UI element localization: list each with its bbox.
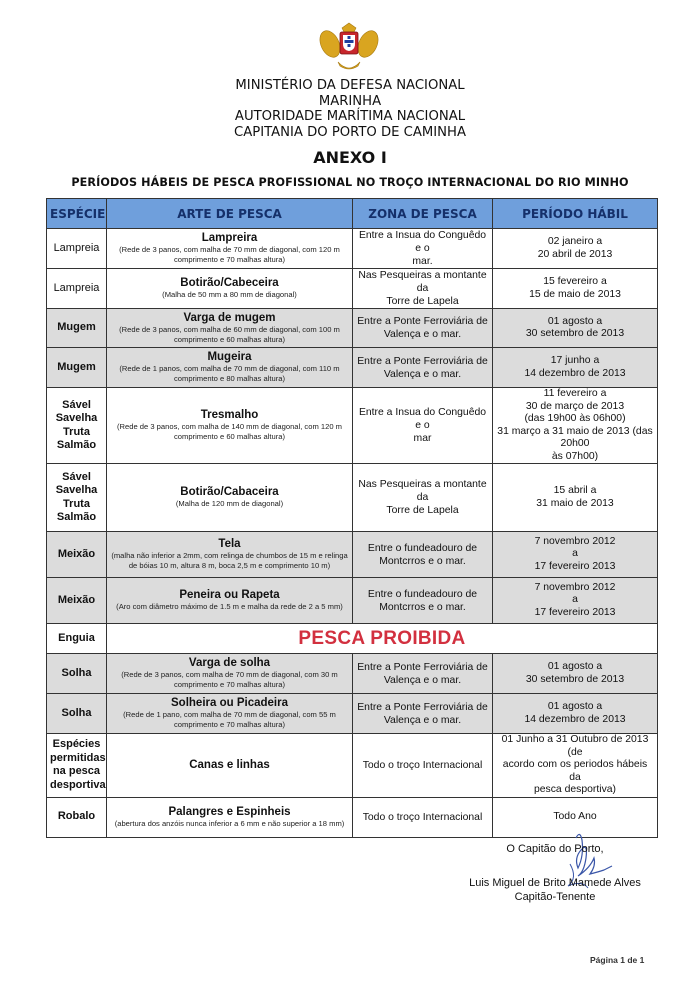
table-header-row [47, 199, 658, 229]
valid-period-line: 14 dezembro de 2013 [524, 713, 626, 725]
species-name: Sável [62, 470, 91, 483]
fishing-zone-cell [353, 309, 493, 348]
valid-period-cell [493, 578, 658, 624]
table-row [47, 532, 658, 578]
fishing-zone-line: Entre a Insua do Conguêdo e o [358, 407, 487, 431]
valid-period-line: pesca desportiva) [533, 784, 616, 795]
valid-period-cell [493, 694, 658, 734]
fishing-gear-name: Lampreira [201, 232, 258, 244]
fishing-gear-name: Botirão/Cabeceira [180, 277, 279, 289]
table-row [47, 734, 658, 798]
table-row [47, 269, 658, 309]
fishing-gear-name: Canas e linhas [189, 758, 270, 771]
species-cell [47, 348, 107, 388]
species-cell [47, 309, 107, 348]
fishing-zone-cell [353, 532, 493, 578]
page-number: Página 1 de 1 [590, 955, 645, 965]
fishing-gear-description: (Rede de 3 panos, com malha de 70 mm de diagonal, com 30 m comprimento e 70 malhas altura) [121, 670, 338, 689]
species-cell [47, 654, 107, 694]
valid-period-cell [493, 654, 658, 694]
fishing-gear-description: (abertura dos anzóis nunca inferior a 6 mm e não superior a 18 mm) [114, 818, 345, 828]
table-row [47, 348, 658, 388]
fishing-gear-description: (Rede de 3 panos, com malha de 140 mm de diagonal, com 120 m comprimento e 60 malhas altura) [117, 422, 342, 441]
valid-period-line: 01 agosto a [547, 701, 603, 712]
fishing-gear-description: (Aro com diâmetro máximo de 1.5 m e malha da rede de 2 a 5 mm) [116, 602, 343, 611]
species-name: Sável [62, 398, 91, 411]
valid-period-line: 01 Junho a 31 Outubro de 2013 (de [501, 734, 649, 758]
fishing-zone-line: Valença e o mar. [383, 674, 462, 686]
species-name: Meixão [57, 547, 96, 560]
navy-line: MARINHA [318, 93, 382, 109]
valid-period-line: 14 dezembro de 2013 [524, 367, 626, 379]
fishing-gear-description: (Rede de 3 panos, com malha de 70 mm de diagonal, com 120 m comprimento e 70 malhas altura) [119, 245, 340, 264]
fishing-zone-line: Entre a Ponte Ferroviária de [357, 701, 488, 713]
fishing-prohibited-notice: PESCA PROIBIDA [107, 624, 658, 654]
species-name: permitidas [50, 751, 106, 764]
valid-period-line: 15 fevereiro a [543, 276, 607, 287]
maritime-authority-line: AUTORIDADE MARÍTIMA NACIONAL [234, 109, 466, 124]
valid-period-cell [493, 388, 658, 464]
table-row [47, 229, 658, 269]
column-header-fishing-gear: ARTE DE PESCA [107, 199, 353, 229]
fishing-gear-name: Peneira ou Rapeta [179, 589, 280, 601]
species-cell [47, 269, 107, 309]
fishing-zone-line: Montcrros e o mar. [379, 555, 466, 567]
species-cell [47, 532, 107, 578]
valid-period-line: 17 fevereiro 2013 [534, 606, 616, 618]
fishing-gear-name: Mugeira [207, 351, 252, 363]
signatory-rank: Capitão-Tenente [514, 891, 596, 903]
species-name: Enguia [58, 631, 95, 644]
table-row [47, 624, 658, 654]
column-header-fishing-zone: ZONA DE PESCA [353, 199, 493, 229]
fishing-gear-description: (malha não inferior a 2mm, com relinga de chumbos de 15 m e relinga de bóias 10 m, altura 8 m, boca 2,5 m e comprimento 10 m) [111, 551, 348, 570]
valid-period-line: 7 novembro 2012 [534, 535, 616, 547]
fishing-zone-cell [353, 269, 493, 309]
fishing-zone-line: Entre a Ponte Ferroviária de [357, 661, 488, 673]
fishing-zone-line: Valença e o mar. [383, 368, 462, 380]
valid-period-cell [493, 532, 658, 578]
table-row [47, 654, 658, 694]
fishing-gear-name: Botirão/Cabaceira [180, 486, 279, 498]
valid-period-line: 15 de maio de 2013 [529, 288, 621, 300]
species-name: Savelha [55, 484, 98, 496]
valid-period-line: 30 setembro de 2013 [525, 328, 625, 339]
species-cell [47, 388, 107, 464]
valid-period-line: Todo Ano [553, 810, 597, 822]
signatory-name: Luis Miguel de Brito Mamede Alves [469, 877, 641, 889]
valid-period-line: (das 19h00 às 06h00) [524, 413, 626, 424]
valid-period-line: 01 agosto a [547, 661, 603, 672]
species-name: Salmão [56, 439, 97, 451]
column-header-species: ESPÉCIE [47, 199, 107, 229]
species-name: Solha [61, 666, 92, 679]
signature-block [440, 842, 670, 904]
fishing-zone-line: Entre o fundeadouro de [367, 542, 478, 554]
fishing-gear-name: Palangres e Espinheis [168, 805, 291, 818]
fishing-gear-cell [107, 309, 353, 348]
fishing-zone-cell [353, 694, 493, 734]
fishing-zone-line: Entre a Insua do Conguêdo e o [358, 230, 487, 254]
valid-period-line: 31 maio de 2013 [536, 497, 614, 509]
fishing-gear-cell [107, 388, 353, 464]
species-name: Lampreia [53, 281, 100, 294]
valid-period-line: acordo com os periodos hábeis da [502, 759, 648, 783]
valid-period-line: 30 de março de 2013 [525, 400, 625, 412]
fishing-gear-cell [107, 654, 353, 694]
valid-period-line: 01 agosto a [547, 315, 603, 327]
fishing-zone-cell [353, 348, 493, 388]
fishing-gear-name: Varga de mugem [183, 311, 276, 324]
fishing-gear-description: (Rede de 3 panos, com malha de 60 mm de diagonal, com 100 m comprimento e 60 malhas altura) [119, 324, 340, 344]
table-row [47, 694, 658, 734]
species-name: Lampreia [53, 241, 100, 254]
fishing-zone-line: Entre a Ponte Ferroviária de [357, 316, 488, 327]
fishing-gear-cell [107, 578, 353, 624]
port-captaincy-line: CAPITANIA DO PORTO DE CAMINHA [234, 124, 466, 140]
table-row [47, 388, 658, 464]
species-name: Savelha [55, 412, 98, 424]
table-body [47, 229, 658, 838]
fishing-zone-cell [353, 464, 493, 532]
fishing-periods-table [46, 198, 658, 838]
species-cell [47, 464, 107, 532]
column-header-valid-period: PERÍODO HÁBIL [493, 199, 658, 229]
fishing-gear-description: (Malha de 50 mm a 80 mm de diagonal) [162, 290, 297, 299]
table-row [47, 309, 658, 348]
fishing-gear-name: Tresmalho [200, 409, 259, 421]
fishing-zone-line: Valença e o mar. [383, 329, 462, 340]
species-cell [47, 229, 107, 269]
coat-of-arms-icon [318, 22, 380, 74]
fishing-gear-description: (Rede de 1 panos, com malha de 70 mm de diagonal, com 110 m comprimento e 80 malhas altura) [119, 364, 340, 383]
fishing-zone-line: Torre de Lapela [386, 505, 459, 516]
species-cell [47, 624, 107, 654]
species-name: Espécies [52, 738, 101, 751]
table-row [47, 578, 658, 624]
fishing-zone-line: Todo o troço Internacional [362, 759, 483, 771]
valid-period-line: 17 junho a [550, 355, 600, 366]
valid-period-line: a [572, 594, 578, 606]
valid-period-cell [493, 348, 658, 388]
species-name: Truta [63, 425, 90, 438]
fishing-zone-line: Valença e o mar. [383, 714, 462, 726]
table-row [47, 464, 658, 532]
institution-header [0, 78, 700, 140]
valid-period-line: 02 janeiro a [547, 236, 603, 247]
fishing-zone-line: Torre de Lapela [386, 296, 459, 307]
annex-title: ANEXO I [313, 148, 387, 167]
species-name: na pesca [52, 765, 101, 778]
ministry-line: MINISTÉRIO DA DEFESA NACIONAL [235, 78, 465, 93]
species-name: Mugem [57, 321, 96, 334]
fishing-zone-cell [353, 734, 493, 798]
valid-period-line: 20 abril de 2013 [537, 248, 613, 260]
fishing-zone-line: Entre o fundeadouro de [367, 588, 478, 600]
fishing-gear-cell [107, 269, 353, 309]
fishing-gear-description: (Malha de 120 mm de diagonal) [175, 499, 284, 508]
fishing-zone-cell [353, 654, 493, 694]
fishing-gear-cell [107, 348, 353, 388]
valid-period-cell [493, 269, 658, 309]
fishing-zone-line: Nas Pesqueiras a montante da [358, 479, 487, 503]
fishing-gear-cell [107, 532, 353, 578]
fishing-gear-cell [107, 229, 353, 269]
fishing-zone-line: mar [413, 433, 432, 444]
fishing-zone-cell [353, 797, 493, 837]
fishing-gear-cell [107, 734, 353, 798]
species-name: desportiva [50, 778, 106, 791]
species-cell [47, 694, 107, 734]
fishing-zone-line: mar. [412, 256, 433, 267]
fishing-zone-line: Entre a Ponte Ferroviária de [357, 355, 488, 367]
species-cell [47, 578, 107, 624]
fishing-gear-cell [107, 464, 353, 532]
fishing-zone-line: Todo o troço Internacional [362, 811, 483, 823]
valid-period-line: 17 fevereiro 2013 [534, 560, 616, 572]
fishing-zone-cell [353, 578, 493, 624]
species-name: Salmão [56, 511, 97, 523]
species-name: Truta [63, 497, 90, 510]
fishing-zone-cell [353, 229, 493, 269]
valid-period-line: 7 novembro 2012 [534, 581, 616, 593]
fishing-gear-description: (Rede de 1 pano, com malha de 70 mm de diagonal, com 55 m comprimento e 70 malhas altura) [123, 710, 336, 729]
valid-period-line: a [572, 548, 578, 560]
species-cell [47, 734, 107, 798]
species-cell [47, 797, 107, 837]
valid-period-cell [493, 734, 658, 798]
valid-period-line: às 07h00) [551, 450, 599, 462]
fishing-gear-name: Solheira ou Picadeira [171, 697, 288, 709]
valid-period-cell [493, 464, 658, 532]
valid-period-line: 15 abril a [553, 485, 597, 496]
fishing-gear-cell [107, 694, 353, 734]
fishing-zone-cell [353, 388, 493, 464]
valid-period-line: 31 março a 31 maio de 2013 (das 20h00 [497, 425, 653, 449]
valid-period-line: 11 fevereiro a [543, 388, 607, 399]
valid-period-cell [493, 229, 658, 269]
fishing-gear-cell [107, 797, 353, 837]
species-name: Robalo [57, 810, 96, 823]
fishing-gear-name: Varga de solha [188, 657, 271, 669]
fishing-zone-line: Montcrros e o mar. [379, 601, 466, 613]
species-name: Meixão [57, 593, 96, 606]
signature-closing: O Capitão do Porto, [506, 843, 604, 855]
valid-period-cell [493, 309, 658, 348]
fishing-gear-name: Tela [218, 538, 241, 550]
species-name: Solha [61, 706, 92, 719]
fishing-zone-line: Nas Pesqueiras a montante da [358, 270, 487, 294]
document-subtitle: PERÍODOS HÁBEIS DE PESCA PROFISSIONAL NO TROÇO INTERNACIONAL DO RIO MINHO [71, 176, 629, 189]
valid-period-line: 30 setembro de 2013 [525, 673, 625, 685]
species-name: Mugem [57, 360, 96, 373]
